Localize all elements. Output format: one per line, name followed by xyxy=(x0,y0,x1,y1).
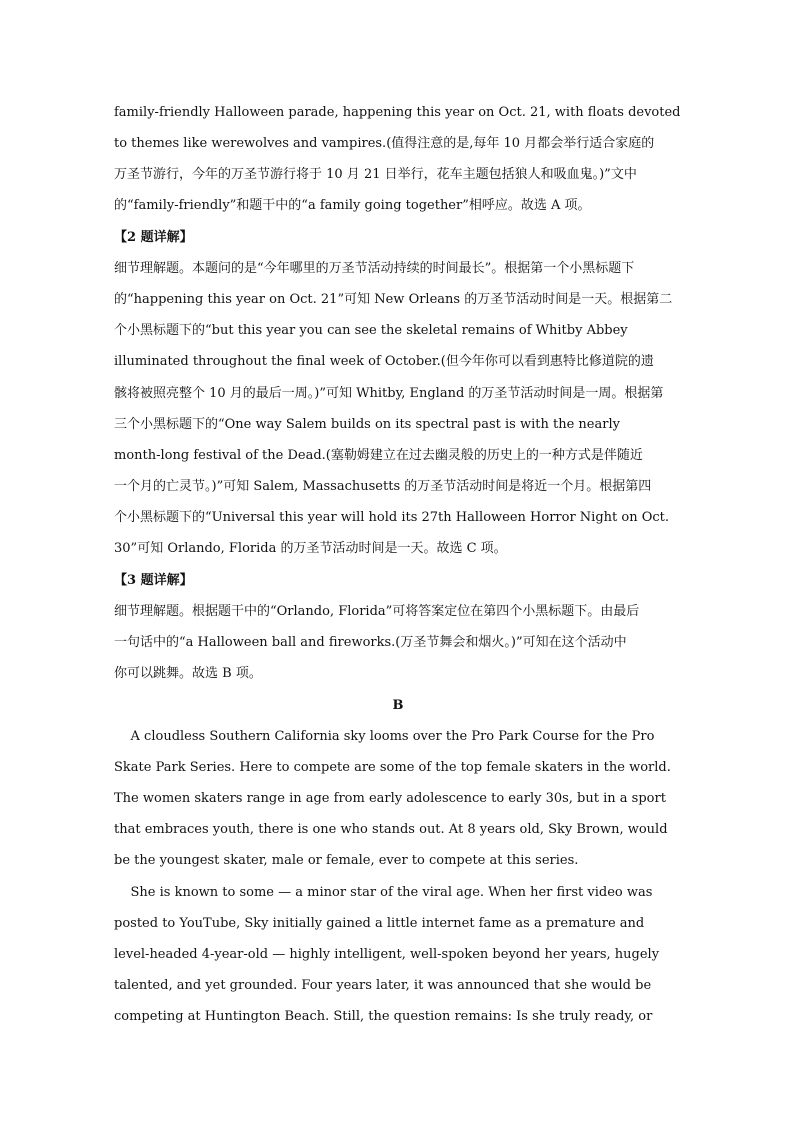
passage-line: talented, and yet grounded. Four years later, it was announced that she would be xyxy=(114,978,652,993)
text-line: month-long festival of the Dead.(塞勒姆建立在过去幽灵般的历史上的一种方式是伴随近 xyxy=(114,448,643,463)
passage-line: The women skaters range in age from early adolescence to early 30s, but in a sport xyxy=(114,791,666,806)
text-line: 你可以跳舞。故选 B 项。 xyxy=(114,666,262,681)
text-line: 一个月的亡灵节。)”可知 Salem, Massachusetts 的万圣节活动时间是将近一个月。根据第四 xyxy=(114,479,652,494)
text-line: 个小黑标题下的“Universal this year will hold its 27th Halloween Horror Night on Oct. xyxy=(114,510,670,525)
text-line: 30”可知 Orlando, Florida 的万圣节活动时间是一天。故选 C 项。 xyxy=(114,541,507,556)
passage-line: A cloudless Southern California sky looms over the Pro Park Course for the Pro xyxy=(114,729,655,744)
text-line: 个小黑标题下的“but this year you can see the skeletal remains of Whitby Abbey xyxy=(114,323,628,338)
text-line: 细节理解题。本题问的是“今年哪里的万圣节活动持续的时间最长”。根据第一个小黑标题下 xyxy=(114,261,635,276)
text-line: family-friendly Halloween parade, happening this year on Oct. 21, with floats devoted xyxy=(114,105,681,120)
text-line: 三个小黑标题下的“One way Salem builds on its spectral past is with the nearly xyxy=(114,417,620,432)
passage-line: posted to YouTube, Sky initially gained a little internet fame as a premature and xyxy=(114,916,645,931)
text-line: 骸将被照亮整个 10 月的最后一周。)”可知 Whitby, England 的万圣节活动时间是一周。根据第 xyxy=(114,386,664,401)
text-line: to themes like werewolves and vampires.(值得注意的是,每年 10 月都会举行适合家庭的 xyxy=(114,136,655,151)
passage-line: competing at Huntington Beach. Still, the question remains: Is she truly ready, or xyxy=(114,1009,653,1024)
q3-heading: 【3 题详解】 xyxy=(114,573,193,588)
q2-heading: 【2 题详解】 xyxy=(114,230,193,245)
text-line: 细节理解题。根据题干中的“Orlando, Florida”可将答案定位在第四个小黑标题下。由最后 xyxy=(114,604,640,619)
passage-line: that embraces youth, there is one who stands out. At 8 years old, Sky Brown, would xyxy=(114,822,668,837)
passage-line: She is known to some — a minor star of the viral age. When her first video was xyxy=(114,885,653,900)
text-line: 的“family-friendly”和题干中的“a family going together”相呼应。故选 A 项。 xyxy=(114,198,591,213)
passage-line: be the youngest skater, male or female, ever to compete at this series. xyxy=(114,853,579,868)
text-line: illuminated throughout the final week of October.(但今年你可以看到惠特比修道院的遗 xyxy=(114,354,654,369)
text-line: 万圣节游行，今年的万圣节游行将于 10 月 21 日举行，花车主题包括狼人和吸血鬼。)”文中 xyxy=(114,167,637,182)
passage-title: B xyxy=(392,698,404,713)
passage-line: Skate Park Series. Here to compete are some of the top female skaters in the world. xyxy=(114,760,671,775)
passage-line: level-headed 4-year-old — highly intelligent, well-spoken beyond her years, hugely xyxy=(114,947,660,962)
text-line: 一句话中的“a Halloween ball and fireworks.(万圣节舞会和烟火。)”可知在这个活动中 xyxy=(114,635,627,650)
text-line: 的“happening this year on Oct. 21”可知 New Orleans 的万圣节活动时间是一天。根据第二 xyxy=(114,292,673,307)
